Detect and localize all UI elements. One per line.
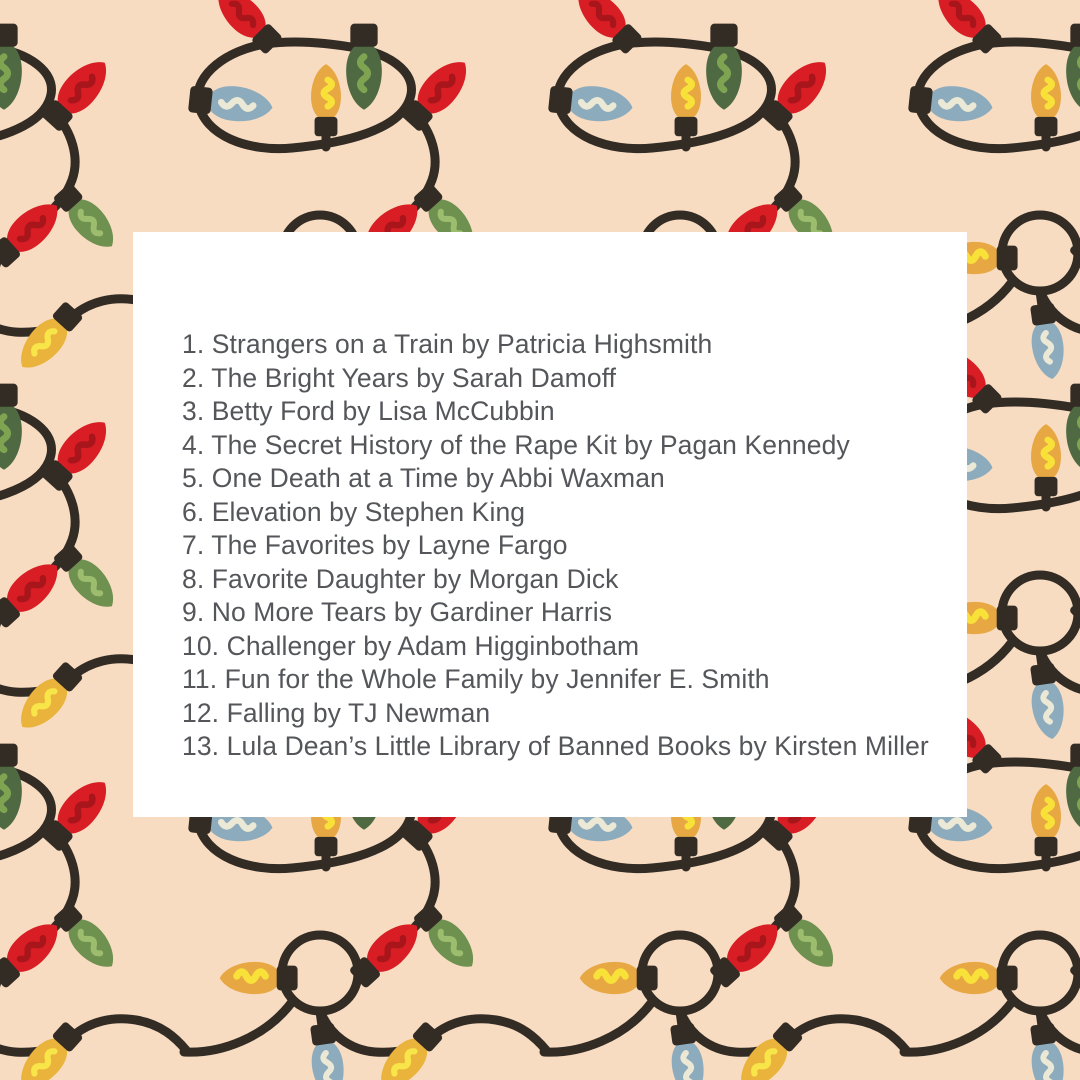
book-list-item: 3. Betty Ford by Lisa McCubbin bbox=[182, 396, 555, 426]
book-list-item: 2. The Bright Years by Sarah Damoff bbox=[182, 362, 617, 393]
book-list-item: 12. Falling by TJ Newman bbox=[182, 697, 491, 728]
book-list bbox=[133, 232, 967, 764]
book-list-item: 7. The Favorites by Layne Fargo bbox=[182, 530, 568, 560]
book-list-item: 4. The Secret History of the Rape Kit by Pagan Kennedy bbox=[182, 429, 850, 460]
book-list-item: 11. Fun for the Whole Family by Jennifer E. Smith bbox=[182, 664, 770, 694]
book-list-item: 13. Lula Dean’s Little Library of Banned Books by Kirsten Miller bbox=[182, 731, 929, 761]
book-list-card bbox=[133, 232, 967, 817]
book-list-item: 6. Elevation by Stephen King bbox=[182, 496, 526, 527]
book-list-item: 1. Strangers on a Train by Patricia Highsmith bbox=[182, 329, 713, 359]
book-list-item: 10. Challenger by Adam Higginbotham bbox=[182, 630, 640, 661]
book-list-item: 9. No More Tears by Gardiner Harris bbox=[182, 597, 613, 627]
book-list-item: 8. Favorite Daughter by Morgan Dick bbox=[182, 563, 619, 594]
book-list-item: 5. One Death at a Time by Abbi Waxman bbox=[182, 463, 665, 493]
